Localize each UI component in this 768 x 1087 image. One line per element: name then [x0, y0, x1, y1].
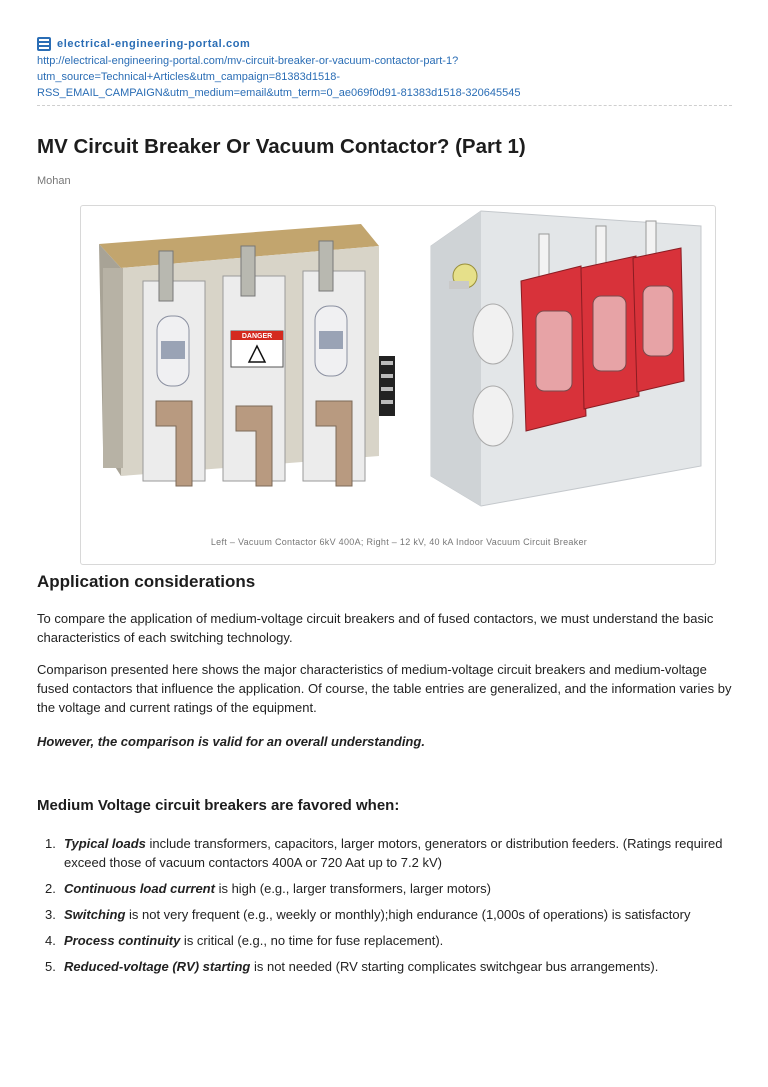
- list-item: 2. Continuous load current is high (e.g., larger transformers, larger motors): [45, 881, 491, 896]
- header-divider: [37, 105, 732, 106]
- article-figure: [80, 205, 716, 565]
- paragraph-comparison: Comparison presented here shows the major characteristics of medium-voltage circuit breakers and medium-voltage fused contactors that influence the application. Of course, the table entries are generalized, and the information varies by the voltage and current ratings of the equipment.: [37, 662, 732, 715]
- article-author: Mohan: [37, 175, 71, 187]
- site-logo-icon: [37, 37, 51, 51]
- favored-conditions-list: [37, 834, 737, 983]
- section-heading-mv-breakers: Medium Voltage circuit breakers are favored when:: [37, 797, 400, 814]
- list-item: 1. Typical loads include transformers, capacitors, larger motors, generators or distribution feeders. (Ratings required exceed those of vacuum contactors 400A or 720 Aat up to 7.2 kV): [45, 836, 723, 870]
- list-item: 3. Switching is not very frequent (e.g., weekly or monthly);high endurance (1,000s of operations) is satisfactory: [45, 907, 691, 922]
- paragraph-intro: To compare the application of medium-voltage circuit breakers and of fused contactors, we must understand the basic characteristics of each switching technology.: [37, 611, 714, 645]
- article-title: MV Circuit Breaker Or Vacuum Contactor? (Part 1): [37, 135, 526, 158]
- site-header[interactable]: [37, 37, 250, 51]
- list-item: 5. Reduced-voltage (RV) starting is not needed (RV starting complicates switchgear bus arrangements).: [45, 959, 659, 974]
- url-line[interactable]: RSS_EMAIL_CAMPAIGN&utm_medium=email&utm_term=0_ae069f0d91-81383d1518-320645545: [37, 87, 521, 99]
- figure-caption: Left – Vacuum Contactor 6kV 400A; Right – 12 kV, 40 kA Indoor Vacuum Circuit Breaker: [210, 537, 588, 547]
- site-name[interactable]: electrical-engineering-portal.com: [57, 38, 251, 50]
- vacuum-contactor-illustration: [99, 224, 395, 486]
- url-line[interactable]: utm_source=Technical+Articles&utm_campaign=81383d1518-: [37, 71, 340, 83]
- list-item: 4. Process continuity is critical (e.g., no time for fuse replacement).: [45, 933, 444, 948]
- equipment-photo: [81, 206, 717, 536]
- danger-label: DANGER: [241, 333, 273, 340]
- paragraph-emphasis: However, the comparison is valid for an overall understanding.: [37, 734, 425, 749]
- vacuum-circuit-breaker-illustration: [431, 211, 701, 506]
- source-url[interactable]: [37, 53, 737, 101]
- url-line[interactable]: http://electrical-engineering-portal.com/mv-circuit-breaker-or-vacuum-contactor-part-1?: [37, 55, 459, 67]
- section-heading-application: Application considerations: [37, 572, 256, 591]
